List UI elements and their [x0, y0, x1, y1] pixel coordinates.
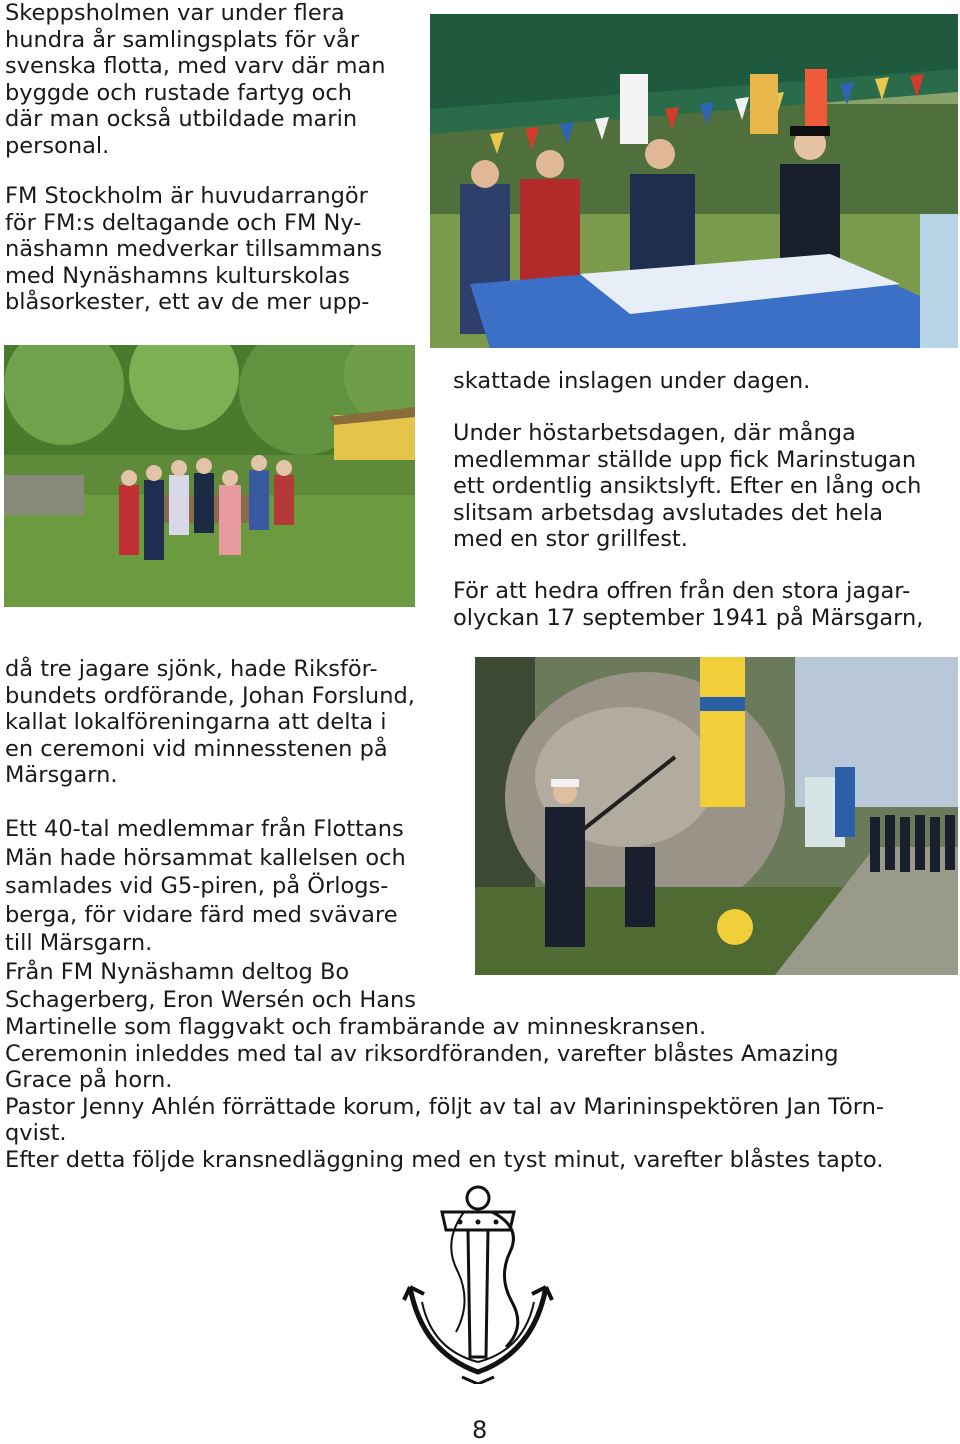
- text-line: en ceremoni vid minnesstenen på: [5, 735, 388, 762]
- photo-icon: [475, 657, 958, 975]
- text-line: ett ordentlig ansiktslyft. Efter en lång och: [453, 473, 922, 499]
- text-line: olyckan 17 september 1941 på Märsgarn,: [453, 604, 924, 631]
- gathering-photo: [4, 345, 415, 607]
- fm-paragraph-continued: [453, 368, 810, 395]
- page-number: 8: [472, 1416, 488, 1444]
- hedra-paragraph: [453, 578, 923, 631]
- text-line: med en stor grillfest.: [453, 526, 688, 552]
- text-line: berga, för vidare färd med svävare: [5, 901, 398, 928]
- intro-paragraph: [5, 0, 386, 159]
- text-line: För att hedra offren från den stora jagar-: [453, 578, 911, 604]
- text-line: bundets ordförande, Johan Forslund,: [5, 682, 415, 709]
- text-line: Martinelle som flaggvakt och frambärande av minneskransen.: [5, 1014, 707, 1040]
- text-line: då tre jagare sjönk, hade Riksför-: [5, 656, 378, 682]
- text-line: samlades vid G5-piren, på Örlogs-: [5, 873, 389, 899]
- text-line: till Märsgarn.: [5, 930, 153, 956]
- ceremony-photo: [475, 657, 958, 975]
- market-tent-photo: [430, 14, 958, 348]
- text-line: slitsam arbetsdag avslutades det hela: [453, 499, 884, 526]
- photo-icon: [430, 14, 958, 348]
- text-line: Från FM Nynäshamn deltog Bo: [5, 958, 350, 985]
- anchor-emblem: [402, 1182, 554, 1384]
- text-line: svenska flotta, med varv där man: [5, 53, 386, 79]
- text-line: Under höstarbetsdagen, där många: [453, 420, 856, 446]
- text-line: byggde och rustade fartyg och: [5, 79, 353, 106]
- text-line: där man också utbildade marin: [5, 106, 358, 132]
- jagare-paragraph: [5, 656, 415, 789]
- anchor-icon: [402, 1182, 554, 1384]
- text-line: Ett 40-tal medlemmar från Flottans: [5, 816, 404, 842]
- text-line: qvist.: [5, 1120, 67, 1146]
- text-line: personal.: [5, 132, 110, 159]
- fm-paragraph: [5, 183, 382, 316]
- text-line: Skeppsholmen var under flera: [5, 0, 345, 26]
- text-line: FM Stockholm är huvudarrangör: [5, 183, 368, 209]
- ett40-paragraph: [5, 815, 416, 1015]
- text-line: Märsgarn.: [5, 762, 118, 788]
- text-line: Män hade hörsammat kallelsen och: [5, 844, 406, 871]
- text-line: näshamn medverkar tillsammans: [5, 236, 383, 262]
- text-line: Schagerberg, Eron Wersén och Hans: [5, 987, 417, 1013]
- text-line: Efter detta följde kransnedläggning med en tyst minut, varefter blåstes tapto.: [5, 1146, 884, 1173]
- text-line: medlemmar ställde upp fick Marinstugan: [453, 446, 917, 473]
- text-line: hundra år samlingsplats för vår: [5, 26, 360, 53]
- photo-icon: [4, 345, 415, 607]
- text-line: Pastor Jenny Ahlén förrättade korum, följt av tal av Marininspektören Jan Törn-: [5, 1093, 884, 1120]
- final-paragraph: [5, 1014, 884, 1173]
- text-line: blåsorkester, ett av de mer upp-: [5, 289, 370, 315]
- text-line: för FM:s deltagande och FM Ny-: [5, 209, 362, 236]
- host-paragraph: [453, 420, 921, 553]
- text-line: skattade inslagen under dagen.: [453, 368, 811, 394]
- text-line: med Nynäshamns kulturskolas: [5, 262, 350, 289]
- text-line: kallat lokalföreningarna att delta i: [5, 709, 387, 735]
- text-line: Ceremonin inleddes med tal av riksordföranden, varefter blåstes Amazing: [5, 1040, 839, 1067]
- text-line: Grace på horn.: [5, 1067, 173, 1093]
